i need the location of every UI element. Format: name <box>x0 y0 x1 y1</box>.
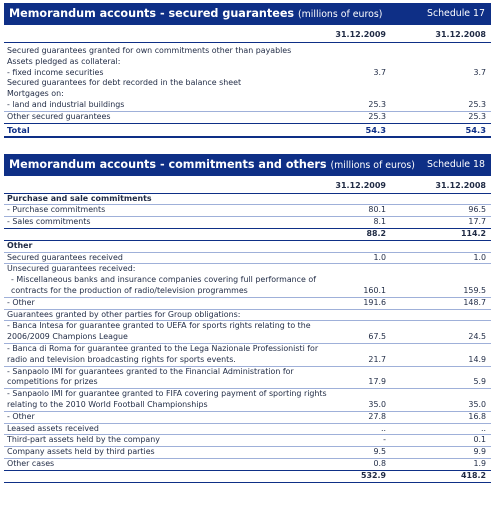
table-row <box>4 78 491 89</box>
table-row <box>4 46 491 57</box>
row-label: - Other <box>7 297 35 307</box>
value-2009: 27.8 <box>368 411 386 421</box>
table-row <box>4 111 491 123</box>
schedule-17-column-header <box>4 25 491 43</box>
total-2008: 54.3 <box>465 124 486 135</box>
value-2009: 1.0 <box>373 252 386 262</box>
row-label: - Banca di Roma for guarantee granted to the Lega Nazionale Professionisti for radio and television broadcasting rights for sports events. <box>7 343 319 364</box>
table-row <box>4 446 491 458</box>
value-2009: 17.9 <box>368 377 386 387</box>
table-row <box>4 252 491 264</box>
row-label: Assets pledged as collateral: <box>7 56 121 66</box>
value-2008: 159.5 <box>463 285 486 295</box>
value-2009: 532.9 <box>361 470 386 480</box>
table-row <box>4 68 491 79</box>
col-2009: 31.12.2009 <box>335 180 386 190</box>
value-2008: .. <box>480 423 486 433</box>
value-2009: .. <box>380 423 386 433</box>
table-row <box>4 343 491 366</box>
value-2008: 1.0 <box>473 252 486 262</box>
page <box>4 0 491 483</box>
value-2009: 191.6 <box>363 297 386 307</box>
value-2008: 16.8 <box>468 411 486 421</box>
schedule-17-header <box>4 3 491 25</box>
value-2008: 418.2 <box>461 470 486 480</box>
table-row <box>4 471 491 483</box>
value-2008: 17.7 <box>468 217 486 227</box>
row-label: - Other <box>7 411 35 421</box>
value-2009: 35.0 <box>368 399 386 409</box>
row-label: Other <box>7 240 33 250</box>
table-row <box>4 263 491 275</box>
value-2009: 3.7 <box>373 67 386 77</box>
schedule-18-title <box>9 158 415 171</box>
table-row <box>4 434 491 446</box>
table-row <box>4 216 491 229</box>
row-label: Secured guarantees granted for own commitments other than payables <box>7 46 292 55</box>
value-2008: 0.1 <box>473 435 486 445</box>
value-2009: - <box>383 435 386 445</box>
table-row <box>4 241 491 252</box>
table-row <box>4 204 491 216</box>
value-2009: 0.8 <box>373 458 386 468</box>
row-label: Guarantees granted by other parties for Group obligations: <box>7 309 241 319</box>
col-2008: 31.12.2008 <box>435 30 486 39</box>
table-row <box>4 458 491 471</box>
table-row <box>4 57 491 68</box>
total-label: Total <box>7 124 30 135</box>
value-2009: 8.1 <box>373 217 386 227</box>
col-2008: 31.12.2008 <box>435 180 486 190</box>
row-label: - fixed income securities <box>7 67 104 77</box>
row-label: Company assets held by third parties <box>7 447 155 457</box>
row-label: - land and industrial buildings <box>7 99 125 109</box>
value-2008: 148.7 <box>463 297 486 307</box>
table-row <box>4 275 491 297</box>
value-2009: 160.1 <box>363 285 386 295</box>
schedule-17-title-text: Memorandum accounts - secured guarantees <box>9 7 295 20</box>
schedule-18-header <box>4 154 491 176</box>
value-2008: 35.0 <box>468 399 486 409</box>
value-2009: 88.2 <box>366 228 386 238</box>
row-label: - Banca Intesa for guarantee granted to UEFA for sports rights relating to the 2006/2009 Champions League <box>7 321 311 342</box>
schedule-18-unit: (millions of euros) <box>330 159 415 171</box>
schedule-17-label: Schedule 17 <box>427 8 485 19</box>
row-label: Third-part assets held by the company <box>7 435 160 445</box>
schedule-17-rows <box>4 46 491 123</box>
value-2009: 25.3 <box>368 111 386 121</box>
value-2008: 25.3 <box>468 111 486 121</box>
row-label: Leased assets received <box>7 423 99 433</box>
value-2009: 25.3 <box>368 99 386 109</box>
schedule-17-unit: (millions of euros) <box>297 9 383 20</box>
total-2009: 54.3 <box>365 124 386 135</box>
value-2008: 24.5 <box>468 332 486 342</box>
table-row <box>4 388 491 411</box>
row-label: Secured guarantees for debt recorded in the balance sheet <box>7 78 242 88</box>
table-row <box>4 423 491 435</box>
table-row <box>4 89 491 100</box>
row-label: - Sanpaolo IMI for guarantees granted to the Financial Administration for competitions for prizes <box>7 366 294 387</box>
value-2008: 96.5 <box>468 205 486 215</box>
schedule-18-label: Schedule 18 <box>427 158 485 170</box>
row-label: - Sanpaolo IMI for guarantee granted to FIFA covering payment of sporting rights relating to the 2010 World Football Championships <box>7 389 327 409</box>
row-label: Unsecured guarantees received: <box>7 264 136 274</box>
value-2009: 9.5 <box>373 447 386 457</box>
schedule-18-title-text: Memorandum accounts - commitments and others <box>9 157 327 171</box>
value-2009: 67.5 <box>368 332 386 342</box>
row-label: - Purchase commitments <box>7 205 106 215</box>
value-2008: 1.9 <box>473 458 486 468</box>
value-2008: 5.9 <box>473 377 486 387</box>
table-row <box>4 100 491 111</box>
schedule-17-title <box>9 7 382 20</box>
value-2009: 80.1 <box>368 205 386 215</box>
table-row <box>4 229 491 241</box>
row-label: Other cases <box>7 458 55 468</box>
value-2008: 25.3 <box>468 99 486 109</box>
table-row <box>4 297 491 309</box>
row-label: Other secured guarantees <box>7 111 111 121</box>
value-2008: 14.9 <box>468 354 486 364</box>
table-row <box>4 411 491 423</box>
schedule-18-column-header <box>4 176 491 194</box>
value-2008: 3.7 <box>473 67 486 77</box>
schedule-17-total-row <box>4 124 491 138</box>
table-row <box>4 194 491 205</box>
table-row <box>4 309 491 321</box>
row-label: Purchase and sale commitments <box>7 193 152 203</box>
schedule-18-rows <box>4 194 491 483</box>
row-label: - Sales commitments <box>7 217 91 227</box>
row-label: Mortgages on: <box>7 89 64 99</box>
table-row <box>4 320 491 343</box>
value-2008: 114.2 <box>461 228 486 238</box>
row-label: - Miscellaneous banks and insurance companies covering full performance of contracts for the production of radio/television programmes <box>11 275 316 295</box>
value-2008: 9.9 <box>473 447 486 457</box>
row-label: Secured guarantees received <box>7 252 123 262</box>
value-2009: 21.7 <box>368 354 386 364</box>
col-2009: 31.12.2009 <box>335 30 386 39</box>
table-row <box>4 366 491 389</box>
